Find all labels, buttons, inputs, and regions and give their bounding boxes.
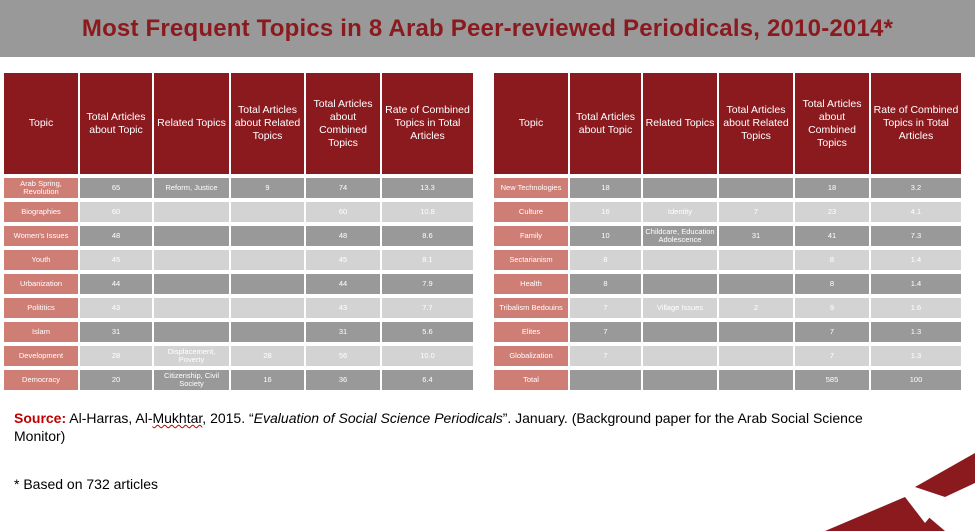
cell-combined-total: 7	[795, 320, 869, 344]
cell-topic: Islam	[4, 320, 78, 344]
cell-related-total	[719, 248, 793, 272]
cell-topic: Globalization	[494, 344, 568, 368]
cell-combined-total: 31	[306, 320, 380, 344]
cell-total-articles: 65	[80, 174, 152, 200]
cell-topic: New Technologies	[494, 174, 568, 200]
table-row	[494, 320, 961, 344]
cell-topic: Family	[494, 224, 568, 248]
table-row	[4, 296, 473, 320]
header-topic: Topic	[4, 73, 78, 174]
cell-rate: 13.3	[382, 174, 473, 200]
cell-rate: 7.7	[382, 296, 473, 320]
cell-related-topics	[643, 344, 717, 368]
cell-related-total	[719, 272, 793, 296]
table-row	[494, 174, 961, 200]
cell-combined-total: 7	[795, 344, 869, 368]
table-row	[494, 272, 961, 296]
cell-related-total	[719, 174, 793, 200]
source-year: , 2015. “	[202, 410, 254, 426]
cell-rate: 8.1	[382, 248, 473, 272]
cell-combined-total: 23	[795, 200, 869, 224]
cell-topic: Democracy	[4, 368, 78, 392]
cell-total-articles: 20	[80, 368, 152, 392]
cell-related-topics	[643, 368, 717, 392]
cell-rate: 100	[871, 368, 961, 392]
cell-related-topics	[154, 224, 229, 248]
header-total-articles: Total Articles about Topic	[80, 73, 152, 174]
cell-total-articles: 8	[570, 272, 641, 296]
cell-topic: Arab Spring, Revolution	[4, 174, 78, 200]
cell-total-articles: 7	[570, 344, 641, 368]
cell-combined-total: 45	[306, 248, 380, 272]
cell-related-topics: Citizenship, Civil Society	[154, 368, 229, 392]
cell-related-topics	[154, 200, 229, 224]
cell-combined-total: 585	[795, 368, 869, 392]
cell-rate: 4.1	[871, 200, 961, 224]
source-label: Source:	[14, 410, 67, 426]
cell-related-topics	[643, 320, 717, 344]
header-related-total: Total Articles about Related Topics	[719, 73, 793, 174]
cell-combined-total: 9	[795, 296, 869, 320]
cell-rate: 10.0	[382, 344, 473, 368]
cell-combined-total: 8	[795, 272, 869, 296]
cell-total-articles: 7	[570, 296, 641, 320]
cell-topic: Health	[494, 272, 568, 296]
cell-combined-total: 48	[306, 224, 380, 248]
header-total-articles: Total Articles about Topic	[570, 73, 641, 174]
header-related-topics: Related Topics	[154, 73, 229, 174]
title-bar	[0, 0, 975, 57]
cell-related-topics: Displacement, Poverty	[154, 344, 229, 368]
cell-combined-total: 18	[795, 174, 869, 200]
cell-total-articles: 7	[570, 320, 641, 344]
source-author-name: Mukhtar	[152, 410, 203, 426]
cell-total-articles: 31	[80, 320, 152, 344]
cell-related-topics: Reform, Justice	[154, 174, 229, 200]
corner-decoration-icon	[795, 431, 975, 531]
cell-related-total	[719, 368, 793, 392]
cell-related-topics	[154, 296, 229, 320]
header-related-topics: Related Topics	[643, 73, 717, 174]
cell-related-total: 28	[231, 344, 304, 368]
cell-related-topics	[643, 248, 717, 272]
cell-topic: Biographies	[4, 200, 78, 224]
cell-topic: Tribalism Bedouins	[494, 296, 568, 320]
source-details: ”. January. (Background paper for the Arab Social Science Monitor)	[14, 410, 863, 444]
source-work-title: Evaluation of Social Science Periodicals	[253, 410, 503, 426]
source-citation	[14, 409, 914, 445]
cell-rate: 1.6	[871, 296, 961, 320]
cell-related-total	[719, 320, 793, 344]
cell-total-articles: 60	[80, 200, 152, 224]
cell-related-topics: Identity	[643, 200, 717, 224]
table-row	[4, 224, 473, 248]
cell-topic: Polititics	[4, 296, 78, 320]
cell-total-articles: 8	[570, 248, 641, 272]
cell-combined-total: 36	[306, 368, 380, 392]
cell-topic: Culture	[494, 200, 568, 224]
cell-related-topics: Childcare, Education Adolescence	[643, 224, 717, 248]
cell-related-total: 9	[231, 174, 304, 200]
cell-related-total	[231, 224, 304, 248]
cell-related-topics	[643, 272, 717, 296]
cell-related-total	[231, 248, 304, 272]
cell-total-articles: 28	[80, 344, 152, 368]
cell-rate: 7.3	[871, 224, 961, 248]
cell-topic: Development	[4, 344, 78, 368]
cell-total-articles: 45	[80, 248, 152, 272]
cell-combined-total: 74	[306, 174, 380, 200]
header-combined-total: Total Articles about Combined Topics	[795, 73, 869, 174]
cell-related-total: 31	[719, 224, 793, 248]
table-row	[494, 224, 961, 248]
cell-rate: 6.4	[382, 368, 473, 392]
cell-combined-total: 44	[306, 272, 380, 296]
table-row	[494, 368, 961, 392]
cell-combined-total: 8	[795, 248, 869, 272]
table-row	[4, 174, 473, 200]
cell-rate: 3.2	[871, 174, 961, 200]
page-title: Most Frequent Topics in 8 Arab Peer-reviewed Periodicals, 2010-2014*	[81, 14, 894, 42]
table-row	[4, 368, 473, 392]
table-header-row	[4, 73, 473, 174]
cell-related-total: 16	[231, 368, 304, 392]
header-rate: Rate of Combined Topics in Total Articles	[871, 73, 961, 174]
cell-combined-total: 60	[306, 200, 380, 224]
table-row	[4, 200, 473, 224]
cell-related-topics	[643, 174, 717, 200]
cell-topic: Women's Issues	[4, 224, 78, 248]
table-row	[494, 200, 961, 224]
table-row	[4, 248, 473, 272]
table-row	[4, 344, 473, 368]
table-row	[4, 272, 473, 296]
header-topic: Topic	[494, 73, 568, 174]
cell-related-total	[231, 296, 304, 320]
header-related-total: Total Articles about Related Topics	[231, 73, 304, 174]
cell-topic: Urbanization	[4, 272, 78, 296]
table-row	[494, 344, 961, 368]
cell-topic: Sectarianism	[494, 248, 568, 272]
cell-related-total	[231, 320, 304, 344]
cell-related-total: 7	[719, 200, 793, 224]
topics-table-right	[492, 73, 963, 392]
cell-topic: Total	[494, 368, 568, 392]
cell-topic: Youth	[4, 248, 78, 272]
cell-related-total	[231, 272, 304, 296]
cell-total-articles: 16	[570, 200, 641, 224]
cell-rate: 1.3	[871, 344, 961, 368]
cell-related-topics	[154, 248, 229, 272]
cell-rate: 5.6	[382, 320, 473, 344]
footnote: * Based on 732 articles	[14, 476, 158, 492]
cell-combined-total: 43	[306, 296, 380, 320]
cell-total-articles: 43	[80, 296, 152, 320]
cell-rate: 8.6	[382, 224, 473, 248]
cell-total-articles: 48	[80, 224, 152, 248]
cell-combined-total: 41	[795, 224, 869, 248]
cell-related-total	[231, 200, 304, 224]
cell-related-topics	[154, 320, 229, 344]
cell-rate: 10.8	[382, 200, 473, 224]
cell-total-articles: 18	[570, 174, 641, 200]
cell-related-topics	[154, 272, 229, 296]
cell-related-topics: Village Issues	[643, 296, 717, 320]
cell-total-articles: 10	[570, 224, 641, 248]
table-row	[4, 320, 473, 344]
table-row	[494, 296, 961, 320]
header-rate: Rate of Combined Topics in Total Articles	[382, 73, 473, 174]
topics-table-left	[2, 73, 475, 392]
cell-rate: 1.4	[871, 272, 961, 296]
source-authors: Al-Harras, Al-	[66, 410, 153, 426]
table-row	[494, 248, 961, 272]
cell-related-total: 2	[719, 296, 793, 320]
cell-rate: 1.3	[871, 320, 961, 344]
cell-combined-total: 56	[306, 344, 380, 368]
cell-topic: Elites	[494, 320, 568, 344]
cell-rate: 1.4	[871, 248, 961, 272]
cell-total-articles: 44	[80, 272, 152, 296]
table-header-row	[494, 73, 961, 174]
cell-related-total	[719, 344, 793, 368]
header-combined-total: Total Articles about Combined Topics	[306, 73, 380, 174]
cell-total-articles	[570, 368, 641, 392]
cell-rate: 7.9	[382, 272, 473, 296]
